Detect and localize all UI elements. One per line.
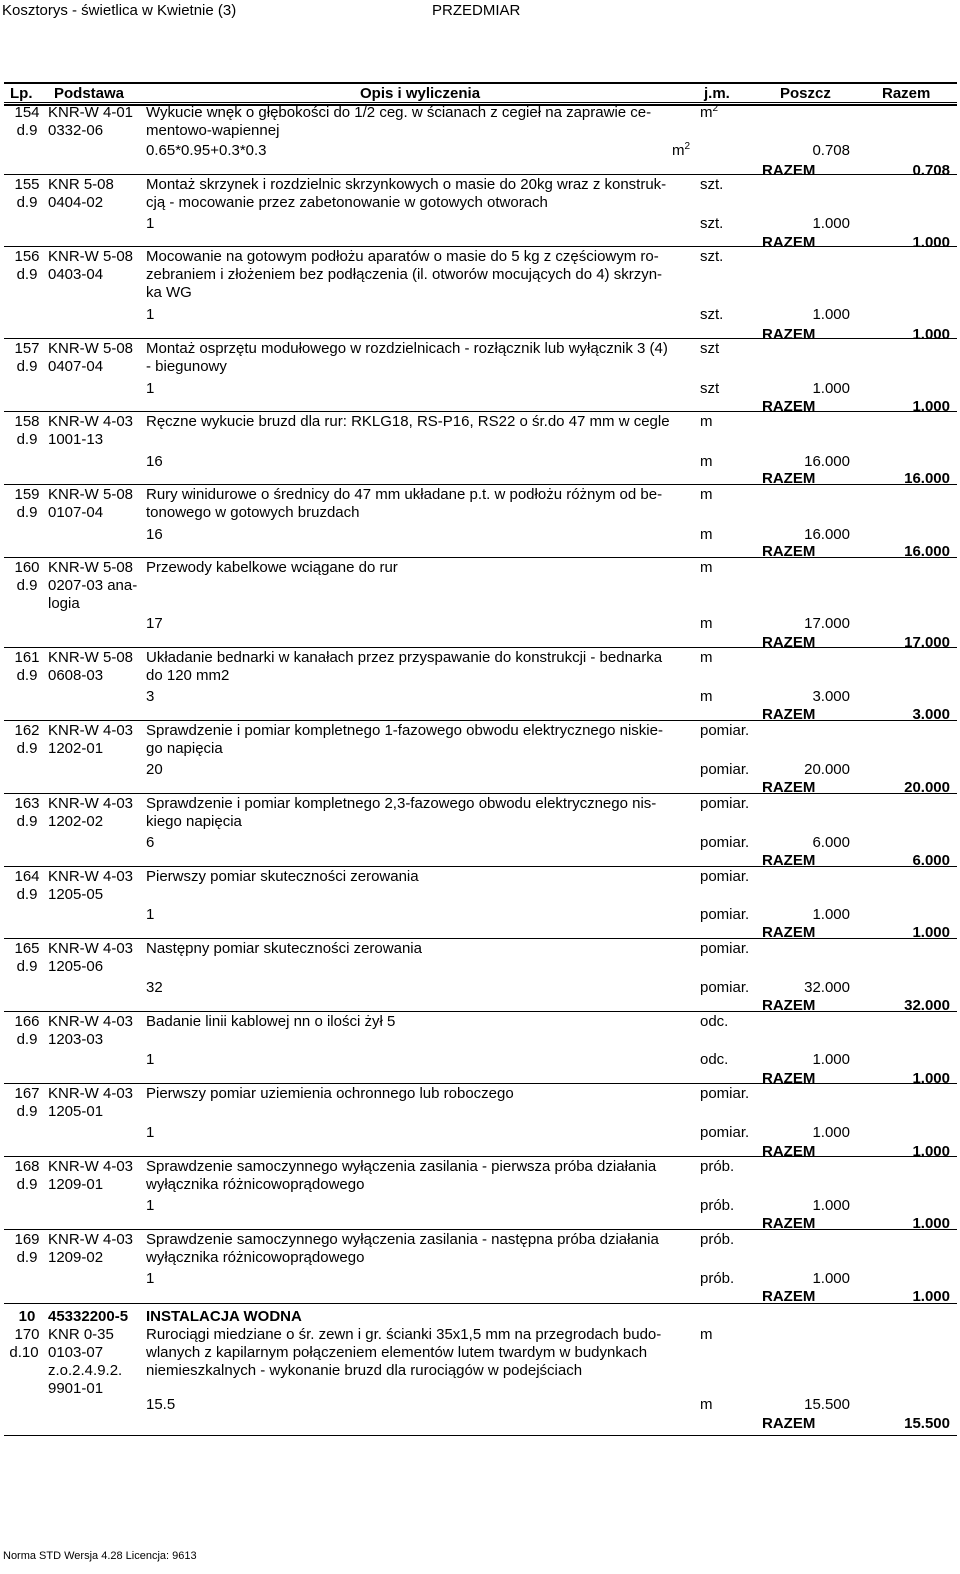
row-basis: 1202-01 <box>48 740 104 757</box>
row-calc-unit: m <box>700 453 713 470</box>
row-description: niemieszkalnych - wykonanie bruzd dla rurociągów w podejściach <box>146 1362 583 1379</box>
row-division: d.9 <box>16 1031 38 1048</box>
row-calculation: 15.5 <box>146 1396 176 1413</box>
row-basis: KNR-W 5-08 <box>48 340 134 357</box>
total-label: RAZEM <box>762 1215 816 1232</box>
row-basis: KNR-W 5-08 <box>48 248 134 265</box>
row-calculation: 32 <box>146 979 163 996</box>
row-number: 167 <box>14 1085 40 1102</box>
total-label: RAZEM <box>762 326 816 343</box>
row-basis: KNR-W 4-03 <box>48 413 134 430</box>
row-separator <box>4 938 957 939</box>
row-basis: 0103-07 <box>48 1344 104 1361</box>
total-value: 32.000 <box>904 997 950 1014</box>
row-calculation: 1 <box>146 380 155 397</box>
total-value: 0.708 <box>912 162 950 179</box>
row-basis: KNR-W 5-08 <box>48 559 134 576</box>
row-division: d.9 <box>16 1249 38 1266</box>
row-calculation: 20 <box>146 761 163 778</box>
row-calc-unit: odc. <box>700 1051 729 1068</box>
row-description: Montaż osprzętu modułowego w rozdzielnicach - rozłącznik lub wyłącznik 3 (4) <box>146 340 668 357</box>
row-description: Następny pomiar skuteczności zerowania <box>146 940 422 957</box>
row-number: 155 <box>14 176 40 193</box>
total-value: 1.000 <box>912 1215 950 1232</box>
row-number: 161 <box>14 649 40 666</box>
row-number: 162 <box>14 722 40 739</box>
row-description: do 120 mm2 <box>146 667 230 684</box>
row-calculation: 3 <box>146 688 155 705</box>
row-division: d.9 <box>16 1103 38 1120</box>
row-description: wlanych z kapilarnym połączeniem elementów lutem twardym w budynkach <box>146 1344 648 1361</box>
row-basis: KNR-W 4-03 <box>48 722 134 739</box>
row-description: ka WG <box>146 284 192 301</box>
row-separator <box>4 866 957 867</box>
col-razem: Razem <box>882 85 931 102</box>
unit-superscript: 2 <box>712 103 719 114</box>
row-quantity: 1.000 <box>812 1270 850 1287</box>
row-separator <box>4 1229 957 1230</box>
row-calculation: 1 <box>146 906 155 923</box>
row-description: tonowego w gotowych bruzdach <box>146 504 360 521</box>
row-division: d.9 <box>16 1176 38 1193</box>
row-basis: 1209-02 <box>48 1249 104 1266</box>
row-calculation: 16 <box>146 453 163 470</box>
row-calc-unit: szt. <box>700 306 724 323</box>
row-calculation: 1 <box>146 1124 155 1141</box>
row-calc-unit: pomiar. <box>700 834 750 851</box>
row-quantity: 1.000 <box>812 215 850 232</box>
row-unit: szt <box>700 340 720 357</box>
row-calc-unit: szt. <box>700 215 724 232</box>
row-basis: 0407-04 <box>48 358 104 375</box>
row-unit: m <box>700 413 713 430</box>
row-division: d.9 <box>16 740 38 757</box>
row-unit: pomiar. <box>700 1085 750 1102</box>
total-label: RAZEM <box>762 706 816 723</box>
row-quantity: 16.000 <box>804 453 850 470</box>
row-basis: 1203-03 <box>48 1031 104 1048</box>
row-separator <box>4 557 957 558</box>
row-basis: 9901-01 <box>48 1380 104 1397</box>
row-description: Układanie bednarki w kanałach przez przyspawanie do konstrukcji - bednarka <box>146 649 663 666</box>
row-basis: 1202-02 <box>48 813 104 830</box>
row-calculation: 17 <box>146 615 163 632</box>
col-podstawa: Podstawa <box>54 85 125 102</box>
row-basis: KNR-W 4-03 <box>48 940 134 957</box>
row-unit: m <box>700 559 713 576</box>
row-unit: pomiar. <box>700 722 750 739</box>
row-unit: szt. <box>700 248 724 265</box>
row-basis: logia <box>48 595 80 612</box>
row-calculation: 1 <box>146 1197 155 1214</box>
row-description: Pierwszy pomiar uziemienia ochronnego lub roboczego <box>146 1085 514 1102</box>
row-description: Wykucie wnęk o głębokości do 1/2 ceg. w ścianach z cegieł na zaprawie ce- <box>146 104 652 121</box>
row-unit: m <box>700 1326 713 1343</box>
row-separator <box>4 720 957 721</box>
row-basis: 0608-03 <box>48 667 104 684</box>
row-separator <box>4 1083 957 1084</box>
document-header <box>2 2 521 19</box>
total-label: RAZEM <box>762 924 816 941</box>
row-number: 166 <box>14 1013 40 1030</box>
row-separator <box>4 1435 957 1436</box>
row-number: 170 <box>14 1326 40 1343</box>
row-quantity: 20.000 <box>804 761 850 778</box>
row-description: Sprawdzenie samoczynnego wyłączenia zasilania - następna próba działania <box>146 1231 659 1248</box>
row-basis: 1001-13 <box>48 431 104 448</box>
row-description: wyłącznika różnicowoprądowego <box>146 1176 365 1193</box>
row-number: 156 <box>14 248 40 265</box>
row-description: Rurociągi miedziane o śr. zewn i gr. ścianki 35x1,5 mm na przegrodach budo- <box>146 1326 662 1343</box>
total-value: 1.000 <box>912 1143 950 1160</box>
row-division: d.9 <box>16 577 38 594</box>
row-calculation: 1 <box>146 1051 155 1068</box>
total-label: RAZEM <box>762 852 816 869</box>
row-description: zebraniem i złożeniem bez podłączenia (il. otworów mocujących do 4) skrzyn- <box>146 266 663 283</box>
row-calculation: 16 <box>146 526 163 543</box>
row-description: cją - mocowanie przez zabetonowanie w gotowych otworach <box>146 194 548 211</box>
row-basis: KNR 5-08 <box>48 176 114 193</box>
row-quantity: 16.000 <box>804 526 850 543</box>
total-label: RAZEM <box>762 779 816 796</box>
row-description: mentowo-wapiennej <box>146 122 280 139</box>
total-label: RAZEM <box>762 470 816 487</box>
row-description: Ręczne wykucie bruzd dla rur: RKLG18, RS-P16, RS22 o śr.do 47 mm w cegle <box>146 413 670 430</box>
document-title: Kosztorys - świetlica w Kwietnie (3) <box>2 2 237 19</box>
total-label: RAZEM <box>762 997 816 1014</box>
row-calc-unit: pomiar. <box>700 761 750 778</box>
row-calc-unit: pomiar. <box>700 906 750 923</box>
row-quantity: 32.000 <box>804 979 850 996</box>
row-separator <box>4 338 957 339</box>
row-quantity: 1.000 <box>812 1051 850 1068</box>
row-number: 154 <box>14 104 40 121</box>
row-calculation: 1 <box>146 1270 155 1287</box>
row-basis: 1205-06 <box>48 958 104 975</box>
row-basis: 0332-06 <box>48 122 104 139</box>
section-title: INSTALACJA WODNA <box>146 1308 302 1325</box>
row-basis: 0107-04 <box>48 504 104 521</box>
footer-note: Norma STD Wersja 4.28 Licencja: 9613 <box>3 1550 197 1562</box>
row-basis: KNR-W 4-03 <box>48 1013 134 1030</box>
row-number: 169 <box>14 1231 40 1248</box>
row-basis: KNR-W 4-03 <box>48 1231 134 1248</box>
col-opis: Opis i wyliczenia <box>360 85 481 102</box>
row-description: Badanie linii kablowej nn o ilości żył 5 <box>146 1013 396 1030</box>
row-quantity: 15.500 <box>804 1396 850 1413</box>
row-division: d.9 <box>16 667 38 684</box>
row-basis: z.o.2.4.9.2. <box>48 1362 123 1379</box>
row-unit: prób. <box>700 1231 735 1248</box>
total-label: RAZEM <box>762 543 816 560</box>
row-quantity: 1.000 <box>812 906 850 923</box>
row-separator <box>4 1011 957 1012</box>
total-value: 6.000 <box>912 852 950 869</box>
row-division: d.10 <box>9 1344 39 1361</box>
row-basis: 0404-02 <box>48 194 104 211</box>
row-number: 158 <box>14 413 40 430</box>
row-unit: pomiar. <box>700 940 750 957</box>
total-value: 1.000 <box>912 924 950 941</box>
total-value: 1.000 <box>912 326 950 343</box>
row-calc-unit: m <box>700 615 713 632</box>
row-basis: KNR-W 5-08 <box>48 486 134 503</box>
row-unit: m <box>700 649 713 666</box>
row-description: Sprawdzenie i pomiar kompletnego 1-fazowego obwodu elektrycznego niskie- <box>146 722 663 739</box>
row-description: kiego napięcia <box>146 813 242 830</box>
row-separator <box>4 411 957 412</box>
row-description: Mocowanie na gotowym podłożu aparatów o masie do 5 kg z częściowym ro- <box>146 248 659 265</box>
row-division: d.9 <box>16 266 38 283</box>
row-separator <box>4 484 957 485</box>
total-value: 3.000 <box>912 706 950 723</box>
row-number: 160 <box>14 559 40 576</box>
row-basis: KNR-W 4-03 <box>48 1158 134 1175</box>
row-quantity: 17.000 <box>804 615 850 632</box>
row-division: d.9 <box>16 504 38 521</box>
row-calc-unit: m <box>700 1396 713 1413</box>
row-description: Sprawdzenie i pomiar kompletnego 2,3-fazowego obwodu elektrycznego nis- <box>146 795 657 812</box>
row-division: d.9 <box>16 886 38 903</box>
total-label: RAZEM <box>762 1070 816 1087</box>
row-calc-unit: pomiar. <box>700 1124 750 1141</box>
row-division: d.9 <box>16 813 38 830</box>
row-basis: KNR-W 4-03 <box>48 1085 134 1102</box>
total-label: RAZEM <box>762 634 816 651</box>
total-value: 16.000 <box>904 470 950 487</box>
row-calc-unit: m <box>700 688 713 705</box>
total-value: 20.000 <box>904 779 950 796</box>
row-division: d.9 <box>16 122 38 139</box>
total-value: 15.500 <box>904 1415 950 1432</box>
total-label: RAZEM <box>762 398 816 415</box>
section-number: 10 <box>18 1308 36 1325</box>
row-calc-unit: $m^2$ <box>672 141 691 159</box>
row-unit: m <box>700 486 713 503</box>
row-calculation: 1 <box>146 306 155 323</box>
total-label: RAZEM <box>762 1415 816 1432</box>
row-unit: $m^2$ <box>700 103 719 121</box>
row-calc-unit: szt <box>700 380 720 397</box>
row-calc-unit: m <box>700 526 713 543</box>
row-separator <box>4 246 957 247</box>
row-quantity: 1.000 <box>812 306 850 323</box>
row-calc-unit: pomiar. <box>700 979 750 996</box>
row-basis: 1205-01 <box>48 1103 104 1120</box>
row-basis: KNR-W 4-01 <box>48 104 134 121</box>
row-separator <box>4 174 957 175</box>
row-quantity: 6.000 <box>812 834 850 851</box>
section-title: PRZEDMIAR <box>432 2 521 19</box>
row-unit: odc. <box>700 1013 729 1030</box>
total-value: 1.000 <box>912 1070 950 1087</box>
total-label: RAZEM <box>762 162 816 179</box>
row-calculation: 0.65*0.95+0.3*0.3 <box>146 142 267 159</box>
row-unit: pomiar. <box>700 795 750 812</box>
row-number: 168 <box>14 1158 40 1175</box>
row-number: 164 <box>14 868 40 885</box>
row-separator <box>4 1303 957 1304</box>
row-unit: szt. <box>700 176 724 193</box>
row-description: Montaż skrzynek i rozdzielnic skrzynkowych o masie do 20kg wraz z konstruk- <box>146 176 667 193</box>
row-quantity: 1.000 <box>812 1197 850 1214</box>
col-jm: j.m. <box>704 85 730 102</box>
row-basis: 1205-05 <box>48 886 104 903</box>
row-description: Sprawdzenie samoczynnego wyłączenia zasilania - pierwsza próba działania <box>146 1158 657 1175</box>
row-calc-unit: prób. <box>700 1270 735 1287</box>
row-number: 157 <box>14 340 40 357</box>
row-unit: pomiar. <box>700 868 750 885</box>
row-description: Przewody kabelkowe wciągane do rur <box>146 559 398 576</box>
row-separator <box>4 793 957 794</box>
row-calculation: 1 <box>146 215 155 232</box>
row-division: d.9 <box>16 958 38 975</box>
row-calculation: 6 <box>146 834 155 851</box>
row-division: d.9 <box>16 194 38 211</box>
row-basis: 0207-03 ana- <box>48 577 138 594</box>
row-description: go napięcia <box>146 740 223 757</box>
unit-superscript: 2 <box>684 141 691 152</box>
total-label: RAZEM <box>762 1288 816 1305</box>
total-value: 1.000 <box>912 1288 950 1305</box>
row-description: wyłącznika różnicowoprądowego <box>146 1249 365 1266</box>
row-description: - biegunowy <box>146 358 227 375</box>
total-label: RAZEM <box>762 234 816 251</box>
row-basis: KNR-W 5-08 <box>48 649 134 666</box>
total-label: RAZEM <box>762 1143 816 1160</box>
row-number: 159 <box>14 486 40 503</box>
row-basis: 0403-04 <box>48 266 104 283</box>
row-quantity: 0.708 <box>812 142 850 159</box>
row-number: 163 <box>14 795 40 812</box>
row-quantity: 1.000 <box>812 1124 850 1141</box>
total-value: 1.000 <box>912 234 950 251</box>
total-value: 17.000 <box>904 634 950 651</box>
row-separator <box>4 647 957 648</box>
row-basis: KNR 0-35 <box>48 1326 114 1343</box>
col-lp: Lp. <box>10 85 33 102</box>
total-value: 1.000 <box>912 398 950 415</box>
row-description: Rury winidurowe o średnicy do 47 mm układane p.t. w podłożu różnym od be- <box>146 486 663 503</box>
row-quantity: 3.000 <box>812 688 850 705</box>
row-unit: prób. <box>700 1158 735 1175</box>
row-basis: 1209-01 <box>48 1176 104 1193</box>
row-separator <box>4 1156 957 1157</box>
col-poszcz: Poszcz <box>780 85 831 102</box>
section-code: 45332200-5 <box>48 1308 129 1325</box>
row-basis: KNR-W 4-03 <box>48 795 134 812</box>
row-basis: KNR-W 4-03 <box>48 868 134 885</box>
row-quantity: 1.000 <box>812 380 850 397</box>
row-number: 165 <box>14 940 40 957</box>
row-separator <box>4 102 957 103</box>
row-description: Pierwszy pomiar skuteczności zerowania <box>146 868 419 885</box>
row-division: d.9 <box>16 358 38 375</box>
row-calc-unit: prób. <box>700 1197 735 1214</box>
total-value: 16.000 <box>904 543 950 560</box>
row-division: d.9 <box>16 431 38 448</box>
